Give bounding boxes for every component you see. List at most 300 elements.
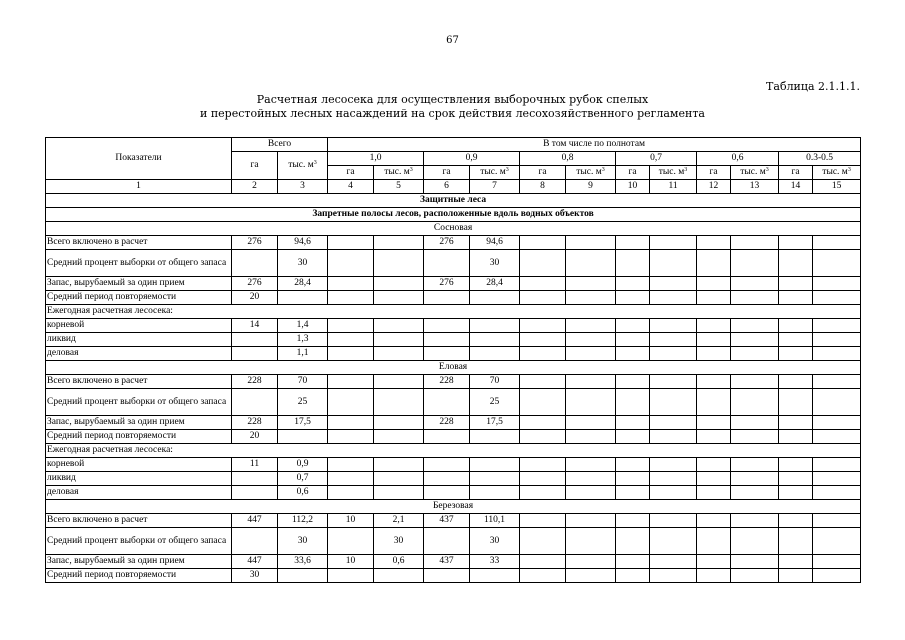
column-number: 12 bbox=[697, 180, 731, 194]
table-cell: 25 bbox=[278, 389, 328, 416]
table-cell: 228 bbox=[424, 375, 470, 389]
table-cell bbox=[328, 347, 374, 361]
table-row bbox=[46, 347, 861, 361]
table-cell bbox=[697, 555, 731, 569]
table-cell bbox=[813, 430, 861, 444]
table-cell bbox=[232, 333, 278, 347]
table-cell: 10 bbox=[328, 555, 374, 569]
table-cell bbox=[520, 416, 566, 430]
table-cell bbox=[731, 555, 779, 569]
table-cell bbox=[779, 555, 813, 569]
table-cell bbox=[697, 333, 731, 347]
table-cell bbox=[616, 528, 650, 555]
table-cell bbox=[616, 569, 650, 583]
table-cell bbox=[278, 430, 328, 444]
header-unit-thous: тыс. $м^3$ bbox=[650, 166, 697, 180]
table-cell bbox=[328, 319, 374, 333]
header-row-1 bbox=[46, 138, 861, 152]
title-line-2: и перестойных лесных насаждений на срок действия лесохозяйственного регламента bbox=[200, 107, 705, 120]
row-label: Запас, вырубаемый за один прием bbox=[46, 277, 232, 291]
table-cell bbox=[731, 458, 779, 472]
header-unit-thous: тыс. $м^3$ bbox=[470, 166, 520, 180]
column-number: 11 bbox=[650, 180, 697, 194]
table-cell bbox=[813, 486, 861, 500]
header-unit-ha: га bbox=[616, 166, 650, 180]
table-cell bbox=[424, 472, 470, 486]
table-cell bbox=[650, 389, 697, 416]
header-unit-ha: га bbox=[697, 166, 731, 180]
table-row bbox=[46, 555, 861, 569]
table-cell bbox=[470, 430, 520, 444]
table-cell bbox=[328, 472, 374, 486]
table-cell bbox=[731, 569, 779, 583]
header-total: Всего bbox=[232, 138, 328, 152]
table-cell: 20 bbox=[232, 430, 278, 444]
header-fullness-6: 0.3-0.5 bbox=[779, 152, 861, 166]
table-cell: 447 bbox=[232, 555, 278, 569]
table-cell bbox=[813, 555, 861, 569]
table-cell bbox=[779, 375, 813, 389]
header-unit-ha: га bbox=[328, 166, 374, 180]
table-cell: 17,5 bbox=[470, 416, 520, 430]
table-row bbox=[46, 333, 861, 347]
row-label: Всего включено в расчет bbox=[46, 236, 232, 250]
table-cell bbox=[566, 375, 616, 389]
header-unit-thous: тыс. $м^3$ bbox=[731, 166, 779, 180]
table-cell bbox=[813, 291, 861, 305]
table-cell bbox=[731, 514, 779, 528]
column-number: 13 bbox=[731, 180, 779, 194]
table-cell: 1,4 bbox=[278, 319, 328, 333]
table-cell bbox=[470, 458, 520, 472]
table-cell: 14 bbox=[232, 319, 278, 333]
header-unit-ha: га bbox=[779, 166, 813, 180]
table-cell: 112,2 bbox=[278, 514, 328, 528]
table-row bbox=[46, 319, 861, 333]
row-label: Ежегодная расчетная лесосека: bbox=[46, 444, 861, 458]
table-cell bbox=[731, 236, 779, 250]
table-cell bbox=[424, 528, 470, 555]
table-cell bbox=[520, 333, 566, 347]
table-cell bbox=[779, 458, 813, 472]
table-cell bbox=[520, 250, 566, 277]
species-group-row bbox=[46, 361, 861, 375]
table-cell bbox=[520, 236, 566, 250]
table-cell bbox=[328, 277, 374, 291]
table-cell bbox=[650, 347, 697, 361]
table-cell: 0,6 bbox=[374, 555, 424, 569]
table-cell bbox=[650, 319, 697, 333]
table-cell bbox=[328, 389, 374, 416]
header-fullness-3: 0,8 bbox=[520, 152, 616, 166]
table-cell bbox=[650, 333, 697, 347]
table-cell bbox=[328, 375, 374, 389]
table-cell bbox=[697, 277, 731, 291]
table-cell: 0,9 bbox=[278, 458, 328, 472]
table-cell: 30 bbox=[232, 569, 278, 583]
table-cell bbox=[813, 375, 861, 389]
header-fullness-1: 1,0 bbox=[328, 152, 424, 166]
table-cell bbox=[650, 486, 697, 500]
table-cell bbox=[520, 514, 566, 528]
table-cell bbox=[374, 291, 424, 305]
table-cell: 30 bbox=[374, 528, 424, 555]
table-cell bbox=[697, 291, 731, 305]
table-cell bbox=[520, 458, 566, 472]
table-cell bbox=[779, 472, 813, 486]
table-cell bbox=[520, 319, 566, 333]
species-group-row bbox=[46, 500, 861, 514]
table-cell bbox=[650, 416, 697, 430]
table-cell bbox=[616, 389, 650, 416]
table-cell: 437 bbox=[424, 555, 470, 569]
table-cell bbox=[731, 389, 779, 416]
table-cell bbox=[731, 416, 779, 430]
table-cell bbox=[616, 236, 650, 250]
table-cell: 30 bbox=[278, 250, 328, 277]
table-cell bbox=[424, 333, 470, 347]
species-group-title: Еловая bbox=[46, 361, 861, 375]
table-cell bbox=[813, 347, 861, 361]
table-cell bbox=[731, 277, 779, 291]
row-label: Средний процент выборки от общего запаса bbox=[46, 250, 232, 277]
table-cell bbox=[616, 514, 650, 528]
table-cell bbox=[697, 236, 731, 250]
table-cell bbox=[232, 528, 278, 555]
table-cell bbox=[328, 236, 374, 250]
table-cell bbox=[813, 569, 861, 583]
table-cell bbox=[232, 250, 278, 277]
table-cell bbox=[566, 389, 616, 416]
page-number: 67 bbox=[446, 35, 459, 46]
table-cell bbox=[650, 472, 697, 486]
title-line-1: Расчетная лесосека для осуществления выборочных рубок спелых bbox=[256, 93, 649, 106]
row-label: ликвид bbox=[46, 472, 232, 486]
table-cell bbox=[616, 555, 650, 569]
table-cell bbox=[813, 333, 861, 347]
table-cell bbox=[650, 291, 697, 305]
table-cell bbox=[697, 250, 731, 277]
row-label: деловая bbox=[46, 347, 232, 361]
table-cell bbox=[616, 291, 650, 305]
header-unit-ha: га bbox=[424, 166, 470, 180]
table-cell bbox=[232, 389, 278, 416]
column-number: 2 bbox=[232, 180, 278, 194]
section-protective-forests: Защитные леса bbox=[46, 194, 861, 208]
table-cell bbox=[731, 250, 779, 277]
table-cell bbox=[779, 291, 813, 305]
table-row bbox=[46, 486, 861, 500]
column-numbers-row bbox=[46, 180, 861, 194]
table-cell bbox=[424, 319, 470, 333]
table-cell bbox=[813, 472, 861, 486]
column-number: 15 bbox=[813, 180, 861, 194]
table-cell bbox=[779, 347, 813, 361]
header-unit-ha: га bbox=[520, 166, 566, 180]
table-cell bbox=[470, 291, 520, 305]
row-label: Средний период повторяемости bbox=[46, 569, 232, 583]
table-cell bbox=[731, 472, 779, 486]
table-cell bbox=[424, 347, 470, 361]
header-indicators: Показатели bbox=[46, 138, 232, 180]
column-number: 5 bbox=[374, 180, 424, 194]
table-cell bbox=[697, 416, 731, 430]
table-row bbox=[46, 472, 861, 486]
table-cell bbox=[566, 319, 616, 333]
table-row bbox=[46, 569, 861, 583]
table-cell: 276 bbox=[232, 277, 278, 291]
table-cell bbox=[374, 319, 424, 333]
table-cell bbox=[232, 347, 278, 361]
table-cell bbox=[232, 472, 278, 486]
table-cell bbox=[731, 528, 779, 555]
header-total-thous: тыс. $м^3$ bbox=[278, 152, 328, 180]
table-cell bbox=[232, 486, 278, 500]
table-cell bbox=[328, 528, 374, 555]
table-cell bbox=[779, 236, 813, 250]
table-cell bbox=[328, 458, 374, 472]
table-cell bbox=[424, 486, 470, 500]
allowable-cut-table bbox=[45, 137, 861, 583]
table-cell bbox=[566, 569, 616, 583]
table-cell bbox=[566, 416, 616, 430]
table-cell bbox=[813, 277, 861, 291]
table-cell bbox=[616, 319, 650, 333]
table-cell bbox=[374, 472, 424, 486]
row-label: корневой bbox=[46, 458, 232, 472]
table-cell bbox=[374, 236, 424, 250]
table-cell bbox=[424, 250, 470, 277]
table-cell: 0,6 bbox=[278, 486, 328, 500]
table-cell: 228 bbox=[232, 375, 278, 389]
table-number: Таблица 2.1.1.1. bbox=[766, 80, 860, 93]
table-cell: 10 bbox=[328, 514, 374, 528]
table-cell bbox=[520, 430, 566, 444]
table-cell bbox=[566, 347, 616, 361]
table-cell bbox=[566, 514, 616, 528]
table-row bbox=[46, 416, 861, 430]
table-cell bbox=[616, 472, 650, 486]
header-total-ha: га bbox=[232, 152, 278, 180]
table-cell bbox=[779, 514, 813, 528]
table-cell bbox=[328, 333, 374, 347]
table-cell bbox=[697, 347, 731, 361]
table-cell bbox=[779, 277, 813, 291]
table-cell bbox=[650, 277, 697, 291]
table-cell bbox=[566, 486, 616, 500]
table-cell bbox=[374, 347, 424, 361]
table-cell: 20 bbox=[232, 291, 278, 305]
table-cell bbox=[374, 375, 424, 389]
table-cell bbox=[813, 236, 861, 250]
table-cell: 94,6 bbox=[470, 236, 520, 250]
section-row bbox=[46, 194, 861, 208]
table-cell bbox=[424, 389, 470, 416]
table-cell bbox=[566, 555, 616, 569]
table-cell bbox=[470, 333, 520, 347]
row-label: деловая bbox=[46, 486, 232, 500]
row-label: Запас, вырубаемый за один прием bbox=[46, 416, 232, 430]
column-number: 6 bbox=[424, 180, 470, 194]
table-cell: 0,7 bbox=[278, 472, 328, 486]
table-cell bbox=[374, 569, 424, 583]
table-cell bbox=[697, 430, 731, 444]
table-cell: 30 bbox=[278, 528, 328, 555]
table-cell: 2,1 bbox=[374, 514, 424, 528]
table-cell: 110,1 bbox=[470, 514, 520, 528]
table-cell bbox=[520, 569, 566, 583]
table-cell: 30 bbox=[470, 250, 520, 277]
table-cell bbox=[779, 528, 813, 555]
row-label: Ежегодная расчетная лесосека: bbox=[46, 305, 861, 319]
table-cell bbox=[374, 250, 424, 277]
table-row bbox=[46, 305, 861, 319]
table-cell bbox=[616, 430, 650, 444]
table-cell bbox=[424, 430, 470, 444]
table-cell bbox=[374, 416, 424, 430]
column-number: 4 bbox=[328, 180, 374, 194]
table-cell bbox=[520, 389, 566, 416]
table-cell: 28,4 bbox=[470, 277, 520, 291]
table-cell bbox=[779, 416, 813, 430]
table-cell bbox=[566, 236, 616, 250]
table-cell: 25 bbox=[470, 389, 520, 416]
table-cell bbox=[566, 250, 616, 277]
row-label: Средний процент выборки от общего запаса bbox=[46, 389, 232, 416]
table-cell bbox=[616, 333, 650, 347]
table-cell bbox=[697, 569, 731, 583]
table-cell bbox=[650, 569, 697, 583]
table-cell bbox=[520, 528, 566, 555]
table-title bbox=[0, 93, 905, 121]
table-cell: 11 bbox=[232, 458, 278, 472]
table-row bbox=[46, 291, 861, 305]
table-cell bbox=[470, 569, 520, 583]
table-cell bbox=[470, 347, 520, 361]
table-cell bbox=[697, 528, 731, 555]
table-cell bbox=[470, 319, 520, 333]
table-cell bbox=[328, 569, 374, 583]
table-cell bbox=[278, 291, 328, 305]
species-group-title: Березовая bbox=[46, 500, 861, 514]
row-label: Всего включено в расчет bbox=[46, 514, 232, 528]
row-label: Запас, вырубаемый за один прием bbox=[46, 555, 232, 569]
table-cell bbox=[328, 430, 374, 444]
table-cell bbox=[374, 486, 424, 500]
table-cell bbox=[278, 569, 328, 583]
table-cell bbox=[424, 458, 470, 472]
table-row bbox=[46, 277, 861, 291]
header-fullness-5: 0,6 bbox=[697, 152, 779, 166]
table-cell bbox=[697, 514, 731, 528]
table-cell bbox=[697, 486, 731, 500]
table-cell bbox=[779, 319, 813, 333]
table-row bbox=[46, 458, 861, 472]
table-cell bbox=[731, 347, 779, 361]
row-label: Средний период повторяемости bbox=[46, 291, 232, 305]
table-cell bbox=[520, 291, 566, 305]
table-cell bbox=[616, 347, 650, 361]
table-cell bbox=[697, 389, 731, 416]
table-cell: 17,5 bbox=[278, 416, 328, 430]
table-cell: 228 bbox=[232, 416, 278, 430]
table-cell: 437 bbox=[424, 514, 470, 528]
column-number: 3 bbox=[278, 180, 328, 194]
table-cell bbox=[566, 291, 616, 305]
header-fullness-4: 0,7 bbox=[616, 152, 697, 166]
column-number: 10 bbox=[616, 180, 650, 194]
table-cell bbox=[616, 250, 650, 277]
species-group-title: Сосновая bbox=[46, 222, 861, 236]
table-row bbox=[46, 236, 861, 250]
subsection-row bbox=[46, 208, 861, 222]
table-cell: 1,1 bbox=[278, 347, 328, 361]
column-number: 7 bbox=[470, 180, 520, 194]
table-cell bbox=[731, 430, 779, 444]
table-cell bbox=[374, 389, 424, 416]
table-cell bbox=[520, 277, 566, 291]
table-cell bbox=[470, 472, 520, 486]
table-cell bbox=[566, 277, 616, 291]
table-cell bbox=[731, 486, 779, 500]
table-cell: 33 bbox=[470, 555, 520, 569]
header-including: В том числе по полнотам bbox=[328, 138, 861, 152]
table-cell bbox=[566, 472, 616, 486]
table-cell bbox=[374, 333, 424, 347]
table-cell bbox=[566, 528, 616, 555]
column-number: 9 bbox=[566, 180, 616, 194]
table-cell bbox=[650, 375, 697, 389]
table-cell: 94,6 bbox=[278, 236, 328, 250]
table-cell bbox=[470, 486, 520, 500]
table-cell bbox=[328, 486, 374, 500]
table-cell bbox=[697, 375, 731, 389]
table-cell bbox=[328, 416, 374, 430]
table-cell bbox=[813, 319, 861, 333]
table-cell bbox=[520, 555, 566, 569]
table-cell bbox=[520, 486, 566, 500]
section-water-strips: Запретные полосы лесов, расположенные вдоль водных объектов bbox=[46, 208, 861, 222]
table-cell bbox=[779, 333, 813, 347]
table-cell: 30 bbox=[470, 528, 520, 555]
species-group-row bbox=[46, 222, 861, 236]
table-row bbox=[46, 528, 861, 555]
table-cell bbox=[697, 472, 731, 486]
table-cell bbox=[731, 333, 779, 347]
table-cell bbox=[813, 458, 861, 472]
table-cell bbox=[520, 472, 566, 486]
row-label: Всего включено в расчет bbox=[46, 375, 232, 389]
table-cell bbox=[813, 514, 861, 528]
table-row bbox=[46, 250, 861, 277]
table-cell: 276 bbox=[232, 236, 278, 250]
table-cell bbox=[650, 430, 697, 444]
column-number: 14 bbox=[779, 180, 813, 194]
column-number: 1 bbox=[46, 180, 232, 194]
table-cell bbox=[650, 555, 697, 569]
column-number: 8 bbox=[520, 180, 566, 194]
row-label: корневой bbox=[46, 319, 232, 333]
header-fullness-2: 0,9 bbox=[424, 152, 520, 166]
table-cell: 1,3 bbox=[278, 333, 328, 347]
table-cell bbox=[424, 291, 470, 305]
table-cell bbox=[566, 333, 616, 347]
table-cell bbox=[650, 250, 697, 277]
table-cell bbox=[731, 291, 779, 305]
table-cell bbox=[779, 569, 813, 583]
table-cell bbox=[779, 430, 813, 444]
table-cell bbox=[779, 486, 813, 500]
